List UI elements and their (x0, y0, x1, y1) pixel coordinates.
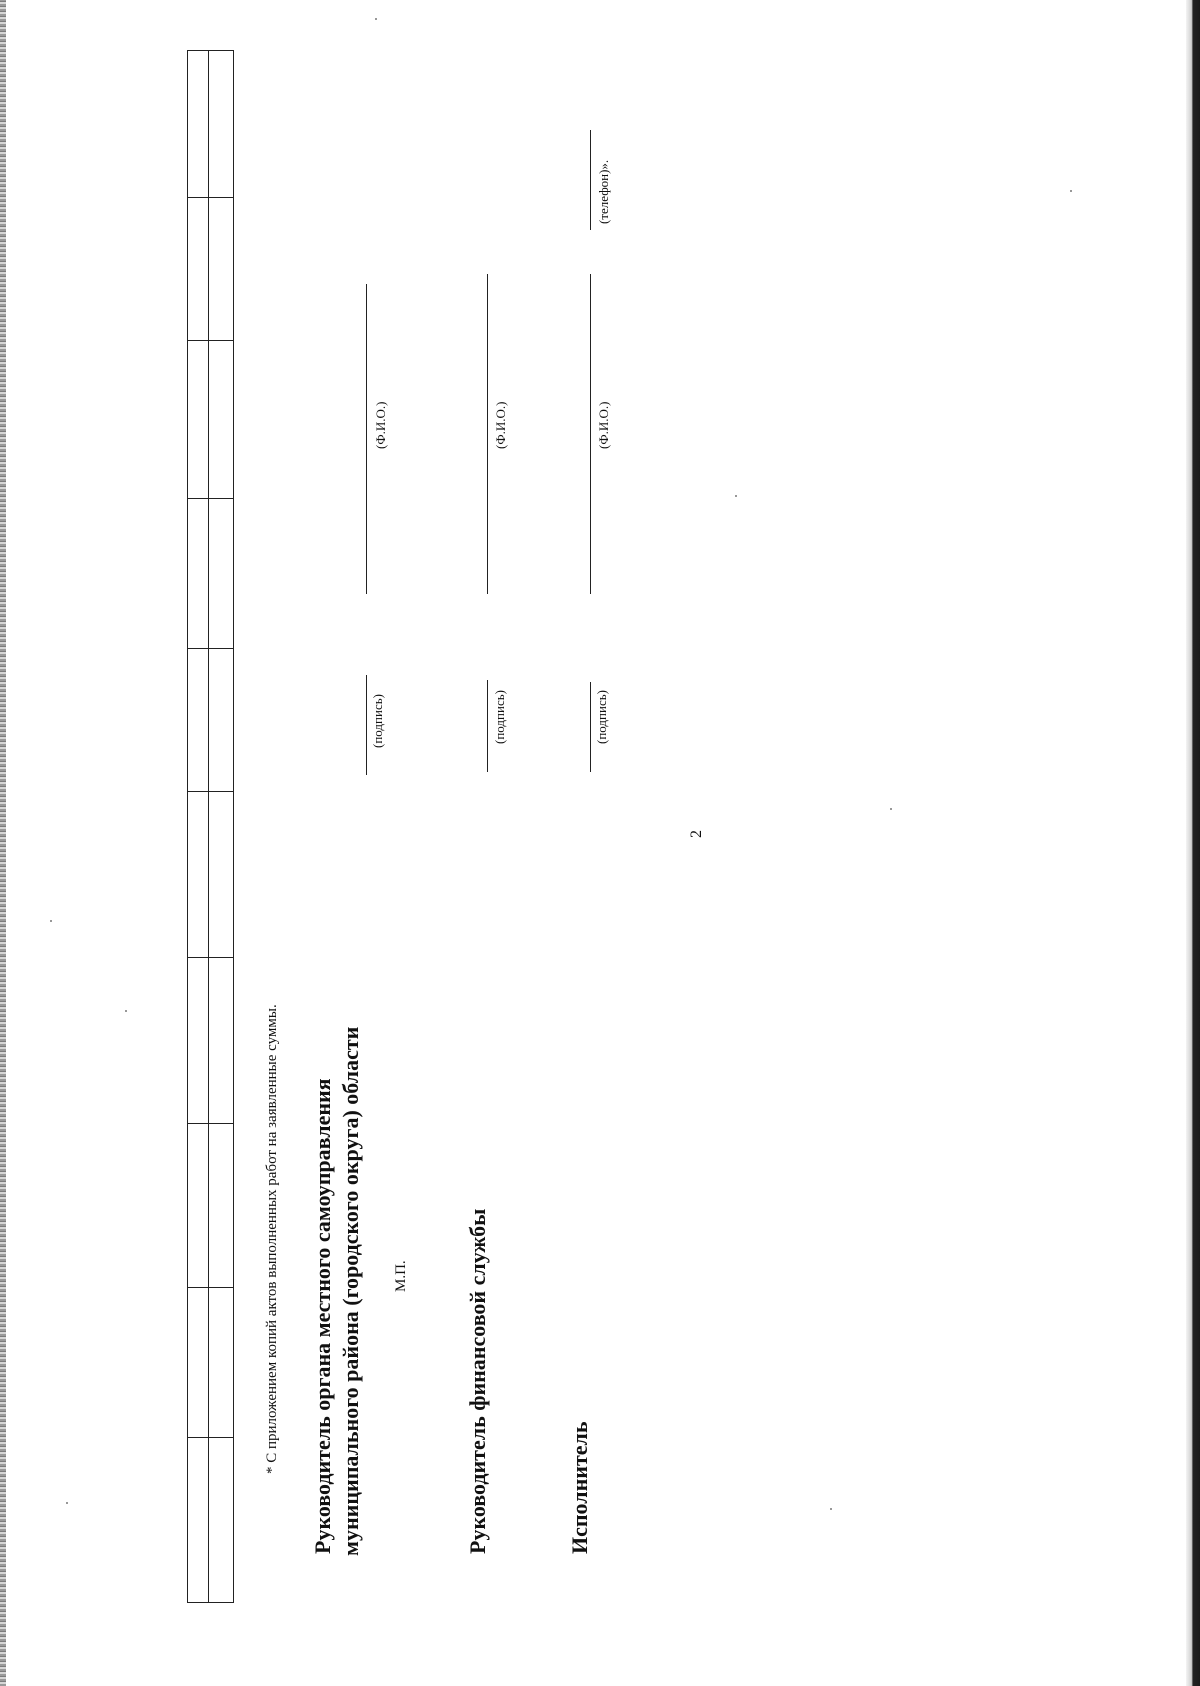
executor-signature-caption: (подпись) (594, 690, 609, 744)
scan-speck (375, 18, 377, 20)
page-number: 2 (688, 830, 705, 838)
table-column-divider (188, 1287, 233, 1288)
footnote: * С приложением копий актов выполненных работ на заявленные суммы. (264, 1004, 280, 1474)
table-row-divider (208, 51, 209, 1602)
finance-name-caption: (Ф.И.О.) (493, 401, 508, 449)
executor-name-caption: (Ф.И.О.) (596, 401, 611, 449)
scan-speck (830, 1508, 832, 1510)
table-column-divider (188, 791, 233, 792)
scan-speck (50, 920, 52, 922)
head-signature-caption: (подпись) (370, 694, 385, 748)
table-column-divider (188, 498, 233, 499)
table-column-divider (188, 1437, 233, 1438)
stamp-label: М.П. (393, 1260, 409, 1292)
scan-speck (125, 1010, 127, 1012)
head-title-line2: муниципального района (городского округа) области (338, 1026, 363, 1556)
executor-phone-caption: (телефон)». (596, 159, 611, 224)
head-name-caption: (Ф.И.О.) (373, 401, 388, 449)
table-column-divider (188, 957, 233, 958)
finance-signature-line (487, 680, 488, 772)
table-column-divider (188, 1123, 233, 1124)
scan-speck (1070, 190, 1072, 192)
table-column-divider (188, 197, 233, 198)
executor-phone-line (590, 130, 591, 230)
executor-title: Исполнитель (567, 1421, 592, 1554)
head-signature-line (366, 675, 367, 775)
executor-signature-line (590, 682, 591, 772)
finance-signature-caption: (подпись) (492, 690, 507, 744)
head-title-line1: Руководитель органа местного самоуправления (310, 1078, 335, 1554)
scan-speck (735, 495, 737, 497)
data-table (187, 50, 234, 1603)
table-column-divider (188, 648, 233, 649)
finance-name-line (487, 274, 488, 594)
executor-name-line (590, 274, 591, 594)
head-name-line (366, 284, 367, 594)
table-column-divider (188, 340, 233, 341)
scan-speck (66, 1502, 68, 1504)
finance-title: Руководитель финансовой службы (465, 1208, 490, 1554)
scan-speck (890, 808, 892, 810)
